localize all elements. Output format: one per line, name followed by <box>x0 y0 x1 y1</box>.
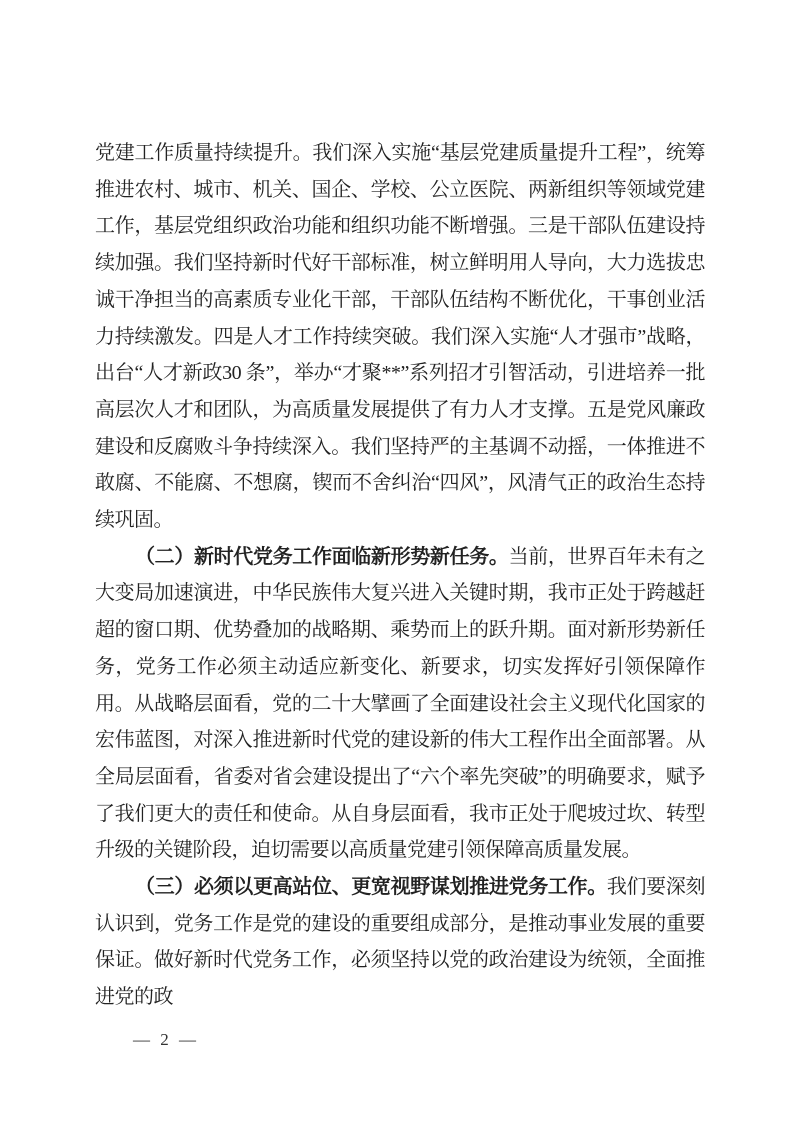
document-text <box>95 135 705 1016</box>
paragraph-lead-heading: （二）新时代党务工作面临新形势新任务。 <box>135 545 509 568</box>
paragraph-lead-heading: （三）必须以更高站位、更宽视野谋划推进党务工作。 <box>135 876 607 899</box>
paragraph-text-segment: 当前，世界百年未有之大变局加速演进，中华民族伟大复兴进入关键时期，我市正处于跨越赶超的窗口期、优势叠加的战略期、乘势而上的跃升期。面对新形势新任务，党务工作必须主动适应新变化、新要求，切实发挥好引领保障作用。从战略层面看，党的二十大擘画了全面建设社会主义现代化国家的宏伟蓝图，对深入推进新时代党的建设新的伟大工程作出全面部署。从全局层面看，省委对省会建设提出了“六个率先突破”的明确要求，赋予了我们更大的责任和使命。从自身层面看，我市正处于爬坡过坎、转型升级的关键阶段，迫切需要以高质量党建引领保障高质量发展。 <box>95 545 706 862</box>
paragraph <box>95 135 705 539</box>
paragraph-text-segment: 党建工作质量持续提升。我们深入实施“基层党建质量提升工程”，统筹推进农村、城市、机关、国企、学校、公立医院、两新组织等领域党建工作，基层党组织政治功能和组织功能不断增强。三是干部队伍建设持续加强。我们坚持新时代好干部标准，树立鲜明用人导向，大力选拔忠诚干净担当的高素质专业化干部，干部队伍结构不断优化，干事创业活力持续激发。四是人才工作持续突破。我们深入实施“人才强市”战略，出台“人才新政30 条”，举办“才聚**”系列招才引智活动，引进培养一批高层次人才和团队，为高质量发展提供了有力人才支撑。五是党风廉政建设和反腐败斗争持续深入。我们坚持严的主基调不动摇，一体推进不敢腐、不能腐、不想腐，锲而不舍纠治“四风”，风清气正的政治生态持续巩固。 <box>95 142 705 532</box>
paragraph <box>95 539 705 869</box>
paragraph-text-segment: 我们要深刻认识到，党务工作是党的建设的重要组成部分，是推动事业发展的重要保证。做好新时代党务工作，必须坚持以党的政治建设为统领，全面推进党的政 <box>95 876 706 1009</box>
page-number: — 2 — <box>133 1030 199 1049</box>
paragraph <box>95 869 705 1016</box>
